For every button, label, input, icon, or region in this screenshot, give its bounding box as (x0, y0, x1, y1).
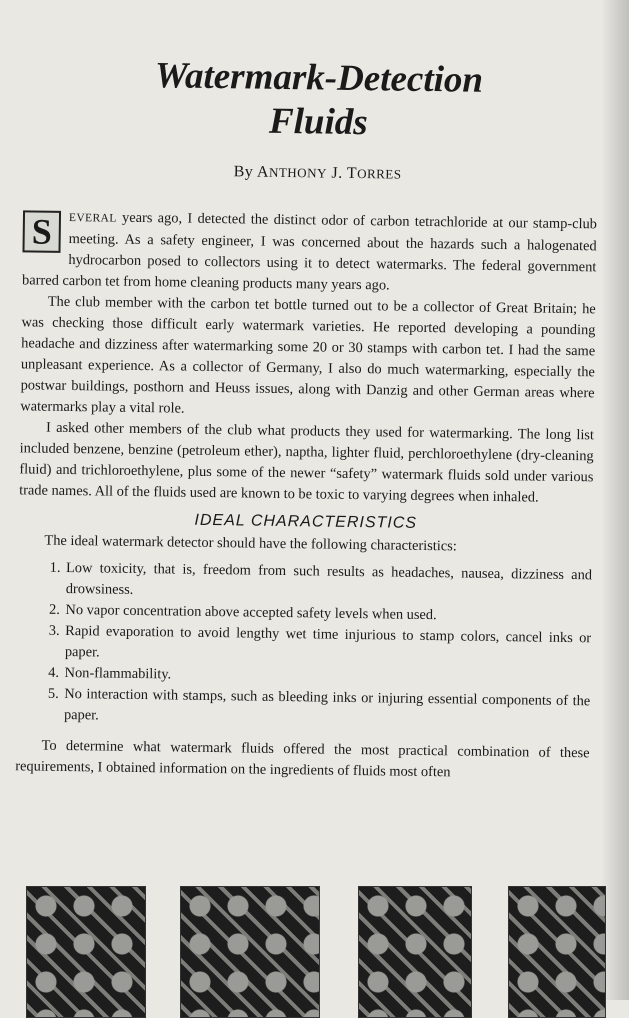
paragraph-1 (22, 206, 597, 299)
byline-prefix: By (233, 163, 254, 181)
article-title (58, 53, 579, 148)
paragraph-4: The ideal watermark detector should have the following characteristics: (44, 532, 457, 555)
byline (58, 161, 578, 186)
list-item: 5. No interaction with stamps, such as bleeding inks or injuring essential components of the paper. (62, 684, 591, 733)
paragraph-1-text: years ago, I detected the distinct odor of carbon tetrachloride at our stamp-club meeting. As a safety engineer, I was concerned about the hazards such a halogenated hydrocarbon posed to collectors using it to detect watermarks. The federal government barred carbon tet from home cleaning products many years ago. (21, 209, 598, 294)
section-heading: IDEAL CHARACTERISTICS (194, 511, 418, 532)
watermark-image-4 (508, 886, 606, 1018)
paragraph-3: I asked other members of the club what products they used for watermarking. The long list included benzene, benzine (petroleum ether), naptha, lighter fluid, perchloroethylene (dry-cleaning fluid) and trichloroethylene, plus some of the newer “safety” watermark fluids sold under various trade names. All of the fluids used are known to be toxic to varying degrees when inhaled. (19, 419, 595, 506)
title-line-1: Watermark-Detection (154, 55, 484, 101)
author-first-initial: A (256, 163, 270, 181)
article-body (15, 206, 597, 785)
list-item: 3. Rapid evaporation to avoid lengthy wet time injurious to stamp colors, cancel inks or paper. (63, 621, 592, 670)
author-middle: J. (331, 164, 343, 182)
author-last-initial: T (346, 164, 358, 183)
watermark-image-3 (358, 886, 472, 1018)
author-last-rest: ORRES (357, 166, 402, 182)
title-line-2: Fluids (268, 100, 368, 144)
watermark-image-2 (180, 886, 320, 1018)
watermark-photo-strip (0, 880, 629, 1010)
author-first-rest: NTHONY (268, 164, 328, 181)
drop-cap: S (22, 210, 61, 253)
paragraph-2: The club member with the carbon tet bottle turned out to be a collector of Great Britain; he was checking those difficult early watermark varieties. He reported developing a pounding headache and dizziness after watermarking some 20 or 30 stamps with carbon tet. I had the same unpleasant experience. As a collector of Germany, I also do much watermarking, especially the postwar buildings, posthorn and Heuss issues, along with Danzig and other German areas where watermarks play a vital role. (20, 293, 596, 417)
list-item: 4. Non-flammability. (62, 663, 590, 691)
characteristics-list (16, 557, 592, 733)
list-item: 2. No vapor concentration above accepted safety levels when used. (63, 600, 591, 628)
page-gutter-shadow (601, 0, 629, 1000)
list-item: 1. Low toxicity, that is, freedom from such results as headaches, nausea, dizziness and drowsiness. (64, 558, 593, 607)
drop-cap-continuation: EVERAL (68, 211, 117, 225)
watermark-image-1 (26, 886, 146, 1018)
paragraph-5: To determine what watermark fluids offered the most practical combination of these requirements, I obtained information on the ingredients of fluids most often (15, 737, 590, 781)
